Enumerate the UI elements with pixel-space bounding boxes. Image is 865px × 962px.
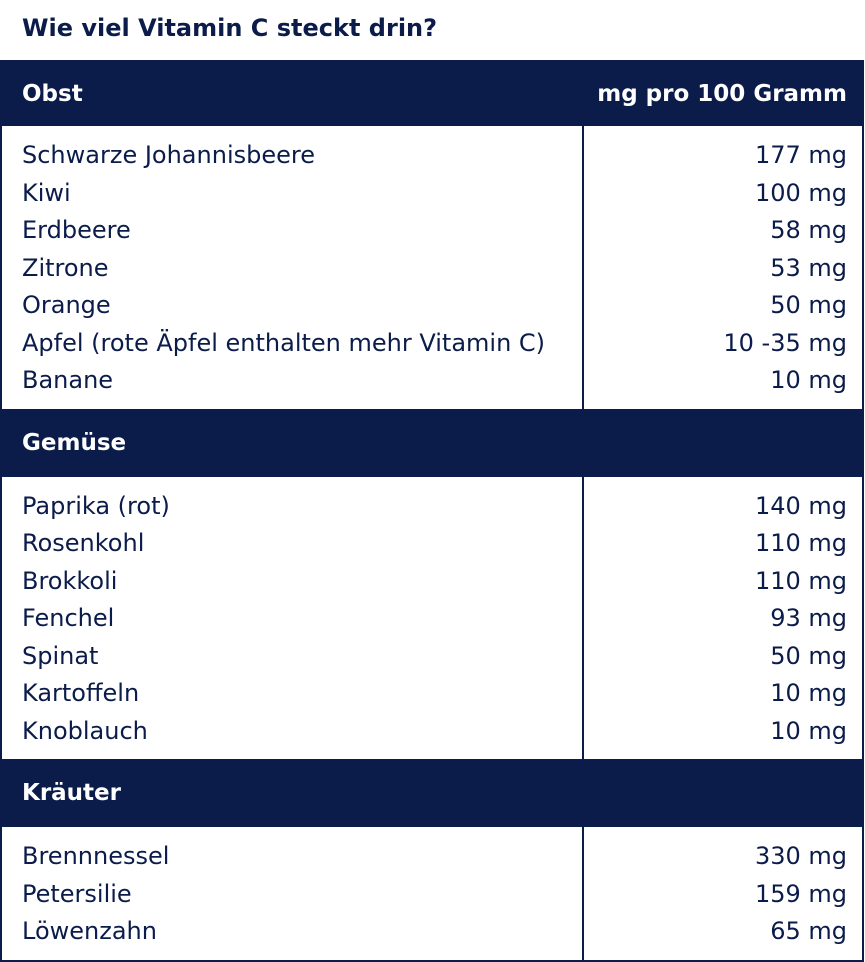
- vegetable-value: 93 mg: [770, 604, 847, 632]
- herb-value: 330 mg: [754, 842, 847, 870]
- vegetable-name: Rosenkohl: [22, 529, 145, 557]
- fruit-value: 58 mg: [770, 216, 847, 244]
- section-label-herbs: Kräuter: [22, 780, 121, 806]
- fruit-name: Schwarze Johannisbeere: [22, 141, 315, 169]
- vegetable-name: Fenchel: [22, 604, 115, 632]
- section-herbs: [2, 827, 862, 960]
- herb-name: Löwenzahn: [22, 917, 157, 945]
- vegetable-value: 110 mg: [754, 529, 847, 557]
- fruit-value: 10 mg: [770, 366, 847, 394]
- herb-value: 159 mg: [754, 879, 847, 908]
- section-header-herbs: [2, 759, 862, 827]
- section-fruit: [2, 126, 862, 409]
- fruit-value: 10 -35 mg: [723, 328, 847, 357]
- herb-value: 65 mg: [770, 917, 847, 945]
- vegetable-value: 140 mg: [754, 491, 847, 520]
- vegetable-name: Spinat: [22, 641, 99, 670]
- vegetable-value-column: [584, 477, 862, 760]
- fruit-name: Orange: [22, 291, 111, 319]
- herb-value-column: [584, 827, 862, 960]
- header-fruit-label: Obst: [22, 81, 83, 107]
- vegetable-name: Knoblauch: [22, 716, 148, 745]
- vegetable-value: 10 mg: [770, 716, 847, 745]
- fruit-name: Zitrone: [22, 253, 109, 282]
- fruit-value: 50 mg: [770, 291, 847, 319]
- fruit-value: 177 mg: [754, 141, 847, 169]
- vitamin-c-table: [0, 60, 864, 962]
- vegetable-name: Brokkoli: [22, 566, 118, 595]
- vegetable-name: Paprika (rot): [22, 491, 170, 520]
- fruit-name-column: [2, 126, 584, 409]
- table-header: [2, 62, 862, 126]
- vegetable-name-column: [2, 477, 584, 760]
- herb-name: Petersilie: [22, 879, 132, 908]
- fruit-name: Erdbeere: [22, 216, 131, 244]
- section-header-vegetables: [2, 409, 862, 477]
- fruit-value-column: [584, 126, 862, 409]
- header-amount-label: mg pro 100 Gramm: [597, 81, 847, 107]
- section-vegetables: [2, 477, 862, 760]
- herb-name-column: [2, 827, 584, 960]
- fruit-value: 53 mg: [770, 253, 847, 282]
- vegetable-name: Kartoffeln: [22, 679, 140, 707]
- vegetable-value: 110 mg: [754, 566, 847, 595]
- fruit-name: Banane: [22, 366, 114, 394]
- vegetable-value: 50 mg: [770, 641, 847, 670]
- fruit-name: Kiwi: [22, 178, 71, 207]
- fruit-name: Apfel (rote Äpfel enthalten mehr Vitamin C): [22, 328, 546, 357]
- herb-name: Brennnessel: [22, 842, 170, 870]
- fruit-value: 100 mg: [754, 178, 847, 207]
- page-title: Wie viel Vitamin C steckt drin?: [22, 14, 438, 42]
- vegetable-value: 10 mg: [770, 679, 847, 707]
- section-label-vegetables: Gemüse: [22, 429, 127, 456]
